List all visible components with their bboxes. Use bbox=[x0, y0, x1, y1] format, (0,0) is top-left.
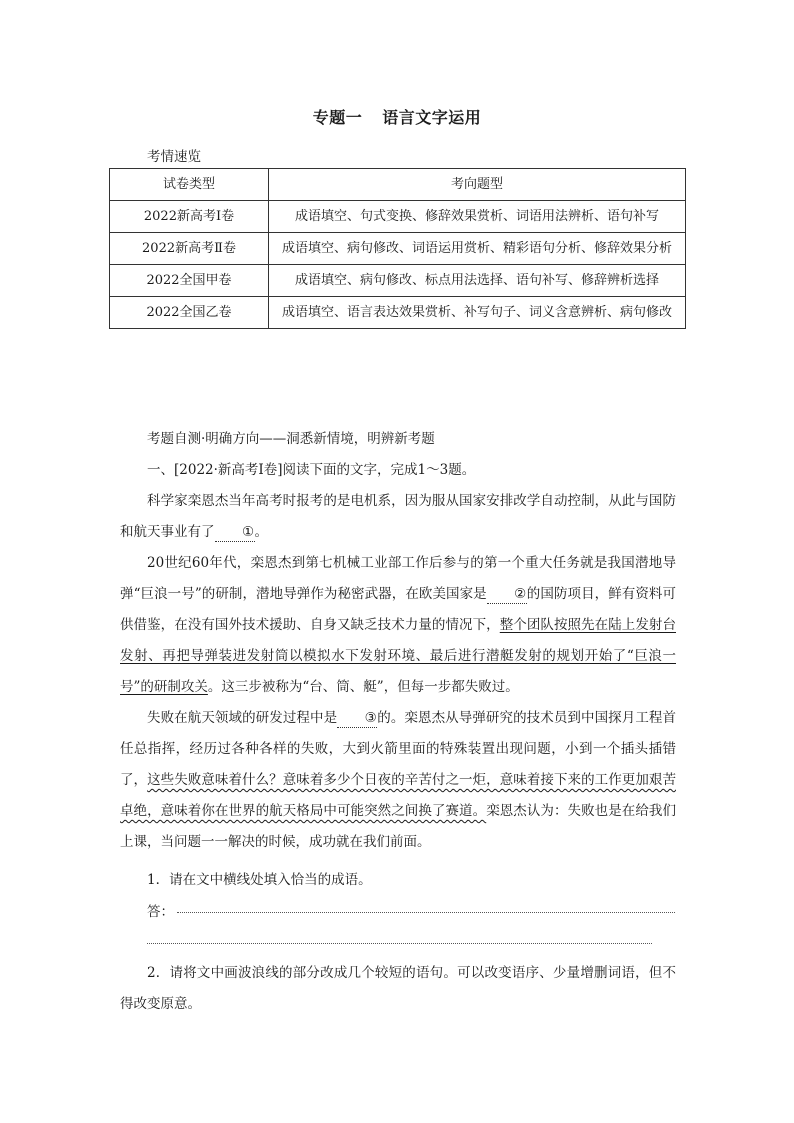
blank-3: ③ bbox=[337, 709, 377, 728]
topics-cell: 成语填空、语言表达效果赏析、补写句子、词义含意辨析、病句修改 bbox=[269, 297, 686, 329]
passage-paragraph-1: 科学家栾恩杰当年高考时报考的是电机系，因为服从国家安排改学自动控制，从此与国防和航天事业有了 ①。 bbox=[120, 493, 676, 540]
title-topic: 专题一 bbox=[312, 108, 363, 127]
overview-label: 考情速览 bbox=[147, 149, 201, 165]
question-2: 2．请将文中画波浪线的部分改成几个较短的语句。可以改变语序、少量增删词语，但不得改变原意。 bbox=[120, 965, 676, 1012]
passage-paragraph-2: 20世纪60年代，栾恩杰到第七机械工业部工作后参与的第一个重大任务就是我国潜地导弹“巨浪一号”的研制，潜地导弹作为秘密武器，在欧美国家是 ②的国防项目，鲜有资料可供借鉴，在没有国外技术援助、自身又缺乏技术力量的情况下，整个团队按照先在陆上发射台发射、再把导弹装进发射筒以模拟水下发射环境、最后进行潜艇发射的规划开始了“巨浪一号”的研制攻关。这三步被称为“台、筒、艇”，但每一步都失败过。 bbox=[120, 555, 676, 695]
title-subject: 语言文字运用 bbox=[382, 108, 482, 127]
answer-label: 答： bbox=[147, 904, 174, 920]
topics-cell: 成语填空、病句修改、词语运用赏析、精彩语句分析、修辞效果分析 bbox=[269, 233, 686, 265]
reading-instruction: 一、[2022·新高考Ⅰ卷]阅读下面的文字，完成1～3题。 bbox=[147, 462, 476, 478]
paper-cell: 2022全国乙卷 bbox=[110, 297, 269, 329]
table-row bbox=[110, 297, 686, 329]
section-heading: 考题自测·明确方向——洞悉新情境，明辨新考题 bbox=[147, 431, 435, 447]
table-row bbox=[110, 233, 686, 265]
question-1: 1．请在文中横线处填入恰当的成语。 bbox=[147, 872, 372, 888]
table-header-row bbox=[110, 169, 686, 201]
underlined-sentence: 整个团队按照先在陆上发射台发射、再把导弹装进发射筒以模拟水下发射环境、最后进行潜艇发射的规划开始了“巨浪一号”的研制攻关 bbox=[120, 617, 676, 695]
table-row bbox=[110, 265, 686, 297]
table-row bbox=[110, 201, 686, 233]
passage-paragraph-3: 失败在航天领域的研发过程中是 ③的。栾恩杰从导弹研究的技术员到中国探月工程首任总指挥，经历过各种各样的失败，大到火箭里面的特殊装置出现问题，小到一个插头插错了，这些失败意味着什么？意味着多少个日夜的辛苦付之一炬，意味着接下来的工作更加艰苦卓绝，意味着你在世界的航天格局中可能突然之间换了赛道。栾恩杰认为：失败也是在给我们上课，当问题一一解决的时候，成功就在我们前面。 bbox=[120, 710, 677, 850]
topics-cell: 成语填空、病句修改、标点用法选择、语句补写、修辞辨析选择 bbox=[269, 265, 686, 297]
answer-line-1[interactable] bbox=[177, 912, 675, 913]
topics-cell: 成语填空、句式变换、修辞效果赏析、词语用法辨析、语句补写 bbox=[269, 201, 686, 233]
page-title bbox=[0, 105, 794, 128]
answer-line-2[interactable] bbox=[147, 943, 652, 944]
blank-2: ② bbox=[487, 585, 527, 604]
header-topic-type: 考向题型 bbox=[269, 169, 686, 201]
wavy-underlined-sentence: 这些失败意味着什么？意味着多少个日夜的辛苦付之一炬，意味着接下来的工作更加艰苦卓绝，意味着你在世界的航天格局中可能突然之间换了赛道。 bbox=[120, 772, 676, 819]
paper-cell: 2022全国甲卷 bbox=[110, 265, 269, 297]
paper-cell: 2022新高考Ⅰ卷 bbox=[110, 201, 269, 233]
paper-cell: 2022新高考Ⅱ卷 bbox=[110, 233, 269, 265]
header-paper-type: 试卷类型 bbox=[110, 169, 269, 201]
blank-1: ① bbox=[215, 523, 255, 542]
exam-overview-table bbox=[109, 168, 686, 329]
